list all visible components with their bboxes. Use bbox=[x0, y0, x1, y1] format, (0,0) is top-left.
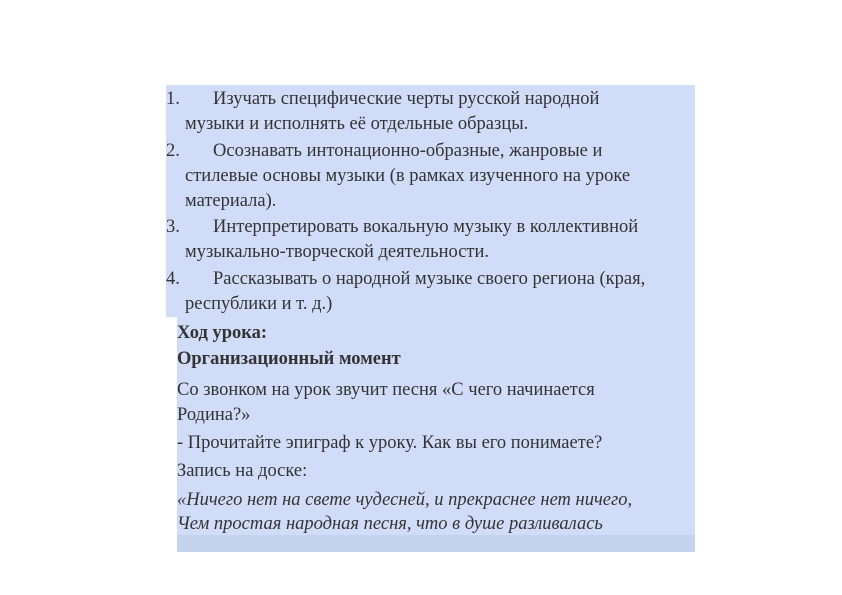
list-item-text: Рассказывать о народной музыке своего региона (края, bbox=[213, 269, 646, 289]
list-item-number: 4. bbox=[166, 269, 180, 289]
epigraph-line: Чем простая народная песня, что в душе разливалась bbox=[177, 514, 603, 534]
list-item-text: музыкально-творческой деятельности. bbox=[185, 242, 490, 262]
list-item-text: Изучать специфические черты русской народной bbox=[213, 89, 600, 109]
paragraph-line: - Прочитайте эпиграф к уроку. Как вы его понимаете? bbox=[177, 433, 603, 453]
lesson-subheading: Организационный момент bbox=[177, 349, 401, 369]
list-item-text: республики и т. д.) bbox=[185, 294, 333, 314]
lesson-section-footer bbox=[177, 535, 695, 552]
paragraph-line: Запись на доске: bbox=[177, 461, 308, 481]
list-item-number: 3. bbox=[166, 217, 180, 237]
list-item-text: материала). bbox=[185, 191, 277, 211]
list-item-number: 1. bbox=[166, 89, 180, 109]
paragraph-line: Со звонком на урок звучит песня «С чего начинается bbox=[177, 380, 595, 400]
lesson-heading: Ход урока: bbox=[177, 323, 268, 343]
list-item-text: Осознавать интонационно-образные, жанровые и bbox=[213, 141, 603, 161]
list-item-text: стилевые основы музыки (в рамках изученного на уроке bbox=[185, 166, 631, 186]
paragraph-line: Родина?» bbox=[177, 405, 251, 425]
list-item-text: Интерпретировать вокальную музыку в коллективной bbox=[213, 217, 639, 237]
list-item-number: 2. bbox=[166, 141, 180, 161]
lesson-section bbox=[177, 317, 695, 535]
epigraph-line: «Ничего нет на свете чудесней, и прекраснее нет ничего, bbox=[177, 490, 633, 510]
list-item-text: музыки и исполнять её отдельные образцы. bbox=[185, 114, 529, 134]
objectives-list bbox=[166, 85, 695, 317]
